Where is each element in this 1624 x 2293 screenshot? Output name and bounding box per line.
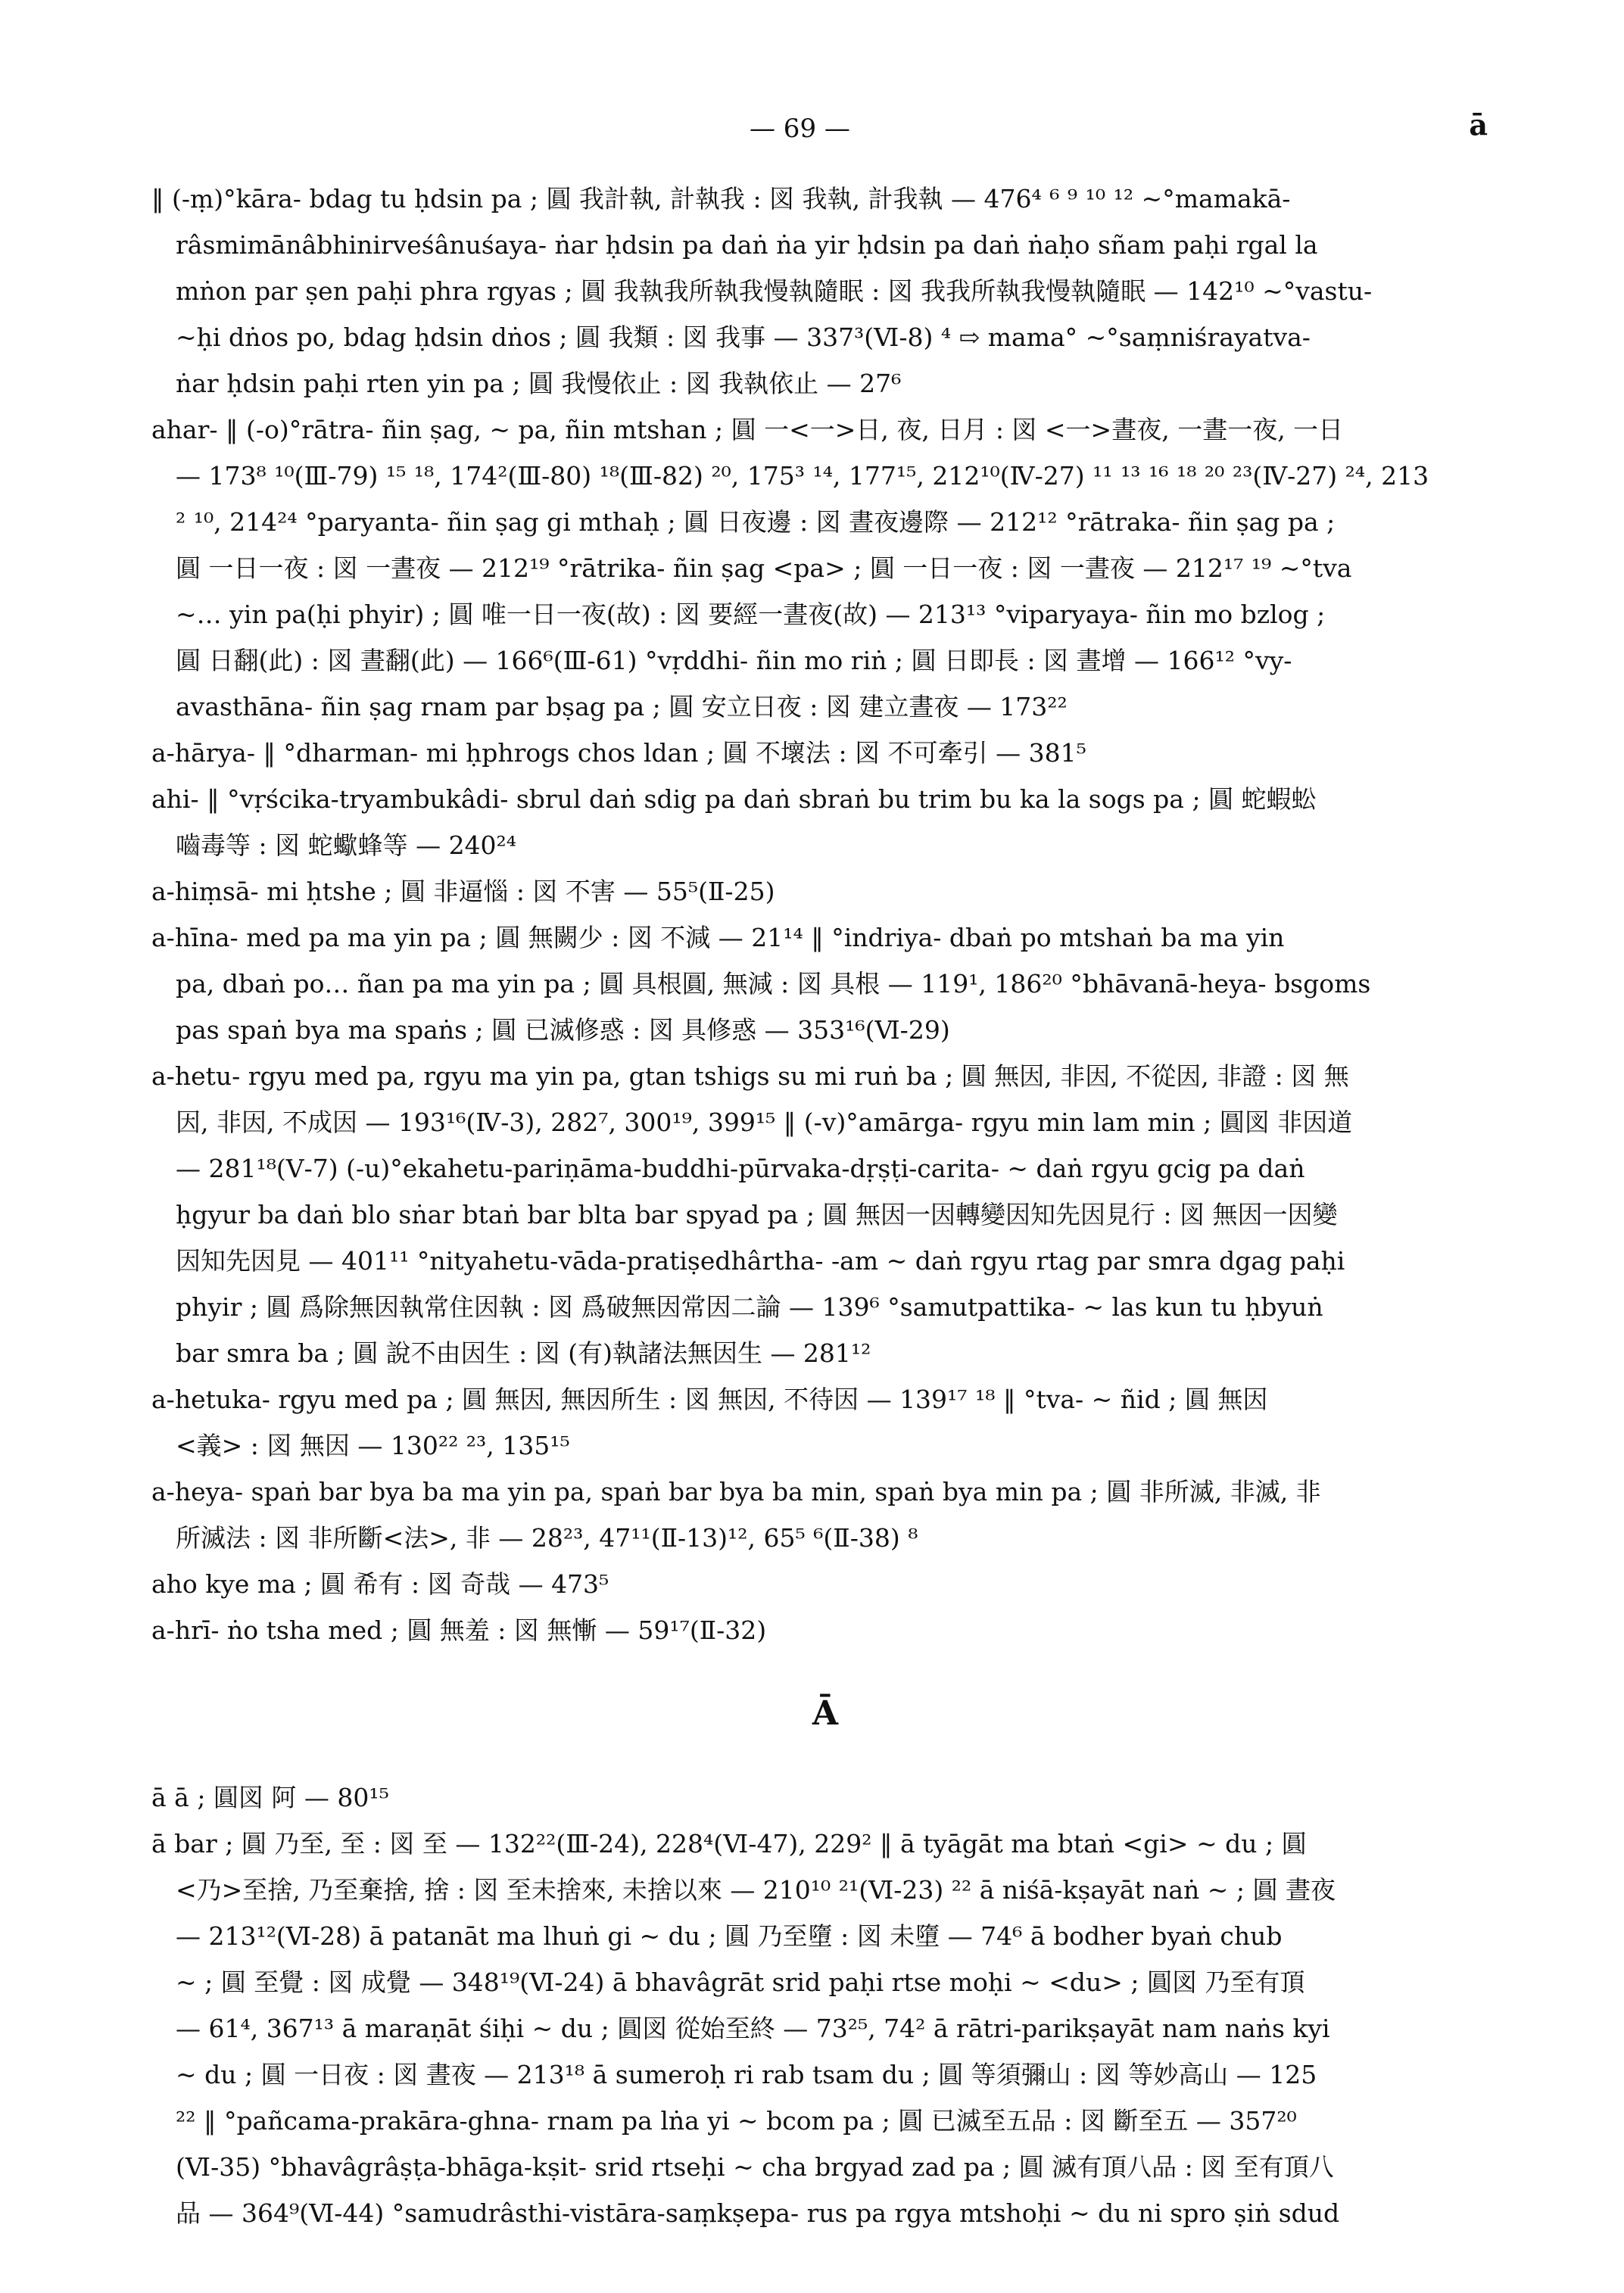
entries-aa (151, 1774, 1499, 2236)
entry-line: ahar- ‖ (-o)°rātra- ñin ṣag, ~ pa, ñin mtshan ; 圓 一<一>日, 夜, 日月 : 図 <一>晝夜, 一晝一夜, 一日 (151, 415, 1344, 444)
entry-line: a-hetuka- rgyu med pa ; 圓 無因, 無因所生 : 図 無因, 不待因 — 139¹⁷ ¹⁸ ‖ °tva- ~ ñid ; 圓 無因 (151, 1385, 1268, 1414)
entry-line: ḥgyur ba daṅ blo sṅar btaṅ bar blta bar spyad pa ; 圓 無因一因轉變因知先因見行 : 図 無因一因變 (176, 1200, 1338, 1229)
entry-line: <義> : 図 無因 — 130²² ²³, 135¹⁵ (176, 1431, 570, 1460)
entry-line: ~… yin pa(ḥi phyir) ; 圓 唯一日一夜(故) : 図 要經一晝夜(故) — 213¹³ °viparyaya- ñin mo bzlog ; (176, 600, 1326, 629)
entry-line: ‖ (-ṃ)°kāra- bdag tu ḥdsin pa ; 圓 我計執, 計執我 : 図 我執, 計我執 — 476⁴ ⁶ ⁹ ¹⁰ ¹² ~°mamakā- (151, 184, 1291, 213)
page-number: — 69 — (750, 114, 850, 144)
section-heading: Ā (812, 1694, 839, 1733)
entry-line: mṅon par ṣen paḥi phra rgyas ; 圓 我執我所執我慢執隨眠 : 図 我我所執我慢執隨眠 — 142¹⁰ ~°vastu- (176, 276, 1373, 306)
entry-line: pa, dbaṅ po… ñan pa ma yin pa ; 圓 具根圓, 無減 : 図 具根 — 119¹, 186²⁰ °bhāvanā-heya- bsgoms (176, 969, 1371, 999)
entry-line: — 281¹⁸(Ⅴ-7) (-u)°ekahetu-pariṇāma-buddhi-pūrvaka-dṛṣṭi-carita- ~ daṅ rgyu gcig pa daṅ (176, 1154, 1305, 1183)
entry-line: ā bar ; 圓 乃至, 至 : 図 至 — 132²²(Ⅲ-24), 228⁴(Ⅵ-47), 229² ‖ ā tyāgāt ma btaṅ <gi> ~ du ; 圓 (151, 1829, 1307, 1858)
entry-line: ~ du ; 圓 一日夜 : 図 晝夜 — 213¹⁸ ā sumeroḥ ri rab tsam du ; 圓 等須彌山 : 図 等妙高山 — 125 (176, 2060, 1317, 2089)
entry-line: ā ā ; 圓図 阿 — 80¹⁵ (151, 1783, 389, 1812)
entry-line: ṅar ḥdsin paḥi rten yin pa ; 圓 我慢依止 : 図 我執依止 — 27⁶ (176, 369, 902, 398)
entry-line: 圓 日翻(此) : 図 晝翻(此) — 166⁶(Ⅲ-61) °vṛddhi- ñin mo riṅ ; 圓 日即長 : 図 晝增 — 166¹² °vy- (176, 646, 1292, 675)
entry-line: pas spaṅ bya ma spaṅs ; 圓 已滅修惑 : 図 具修惑 — 353¹⁶(Ⅵ-29) (176, 1015, 950, 1045)
entry-line: 所滅法 : 図 非所斷<法>, 非 — 28²³, 47¹¹(Ⅱ-13)¹², 65⁵ ⁶(Ⅱ-38) ⁸ (176, 1523, 918, 1553)
entry-line: aho kye ma ; 圓 希有 : 図 奇哉 — 473⁵ (151, 1569, 609, 1599)
entry-line: ahi- ‖ °vṛścika-tryambukâdi- sbrul daṅ sdig pa daṅ sbraṅ bu trim bu ka la sogs pa ; 圓 蛇蝦蚣 (151, 784, 1317, 814)
entry-line: — 213¹²(Ⅵ-28) ā patanāt ma lhuṅ gi ~ du ; 圓 乃至墮 : 図 未墮 — 74⁶ ā bodher byaṅ chub (176, 1921, 1283, 1951)
entry-line: <乃>至捨, 乃至棄捨, 捨 : 図 至未捨來, 未捨以來 — 210¹⁰ ²¹(Ⅵ-23) ²² ā niśā-kṣayāt naṅ ~ ; 圓 晝夜 (176, 1875, 1336, 1905)
entry-line: a-hīna- med pa ma yin pa ; 圓 無闕少 : 図 不減 — 21¹⁴ ‖ °indriya- dbaṅ po mtshaṅ ba ma yin (151, 923, 1285, 952)
entry-line: 嚙毒等 : 図 蛇蠍蜂等 — 240²⁴ (176, 830, 517, 860)
entry-line: a-hetu- rgyu med pa, rgyu ma yin pa, gtan tshigs su mi ruṅ ba ; 圓 無因, 非因, 不從因, 非證 : 図 無 (151, 1061, 1349, 1091)
entry-line: ~ḥi dṅos po, bdag ḥdsin dṅos ; 圓 我類 : 図 我事 — 337³(Ⅵ-8) ⁴ ⇨ mama° ~°saṃniśrayatva- (176, 322, 1311, 352)
entry-line: 品 — 364⁹(Ⅵ-44) °samudrâsthi-vistāra-saṃkṣepa- rus pa rgya mtshoḥi ~ du ni spro ṣiṅ sdud (176, 2198, 1340, 2228)
entry-line: avasthāna- ñin ṣag rnam par bṣag pa ; 圓 安立日夜 : 図 建立晝夜 — 173²² (176, 692, 1068, 721)
entry-line: a-heya- spaṅ bar bya ba ma yin pa, spaṅ bar bya ba min, spaṅ bya min pa ; 圓 非所滅, 非滅, 非 (151, 1477, 1321, 1506)
dictionary-body (151, 176, 1499, 2236)
entry-line: phyir ; 圓 爲除無因執常住因執 : 図 爲破無因常因二論 — 139⁶ °samutpattika- ~ las kun tu ḥbyuṅ (176, 1292, 1323, 1322)
entry-line: a-hrī- ṅo tsha med ; 圓 無羞 : 図 無慚 — 59¹⁷(Ⅱ-32) (151, 1615, 767, 1645)
entry-line: 因知先因見 — 401¹¹ °nityahetu-vāda-pratiṣedhârtha- -am ~ daṅ rgyu rtag par smra dgag paḥi (176, 1246, 1345, 1276)
entry-line: a-hiṃsā- mi ḥtshe ; 圓 非逼惱 : 図 不害 — 55⁵(Ⅱ-25) (151, 877, 775, 906)
entry-line: — 173⁸ ¹⁰(Ⅲ-79) ¹⁵ ¹⁸, 174²(Ⅲ-80) ¹⁸(Ⅲ-82) ²⁰, 175³ ¹⁴, 177¹⁵, 212¹⁰(Ⅳ-27) ¹¹ ¹³ ¹⁶ ¹⁸ ²⁰ ²³(Ⅳ-27) ²⁴, 213 (176, 461, 1429, 491)
entries-a-ha (151, 176, 1499, 1653)
entry-line: ~ ; 圓 至覺 : 図 成覺 — 348¹⁹(Ⅵ-24) ā bhavâgrāt srid paḥi rtse moḥi ~ <du> ; 圓図 乃至有頂 (176, 1967, 1305, 1997)
entry-line: ²² ‖ °pañcama-prakāra-ghna- rnam pa lṅa yi ~ bcom pa ; 圓 已滅至五品 : 図 斷至五 — 357²⁰ (176, 2106, 1297, 2136)
entry-line: 因, 非因, 不成因 — 193¹⁶(Ⅳ-3), 282⁷, 300¹⁹, 399¹⁵ ‖ (-v)°amārga- rgyu min lam min ; 圓図 非因道 (176, 1108, 1353, 1137)
entry-line: — 61⁴, 367¹³ ā maraṇāt śiḥi ~ du ; 圓図 從始至終 — 73²⁵, 74² ā rātri-parikṣayāt nam naṅs kyi (176, 2014, 1330, 2043)
entry-line: bar smra ba ; 圓 說不由因生 : 図 (有)執諸法無因生 — 281¹² (176, 1338, 871, 1368)
entry-line: ² ¹⁰, 214²⁴ °paryanta- ñin ṣag gi mthaḥ ; 圓 日夜邊 : 図 晝夜邊際 — 212¹² °rātraka- ñin ṣag pa ; (176, 507, 1336, 537)
entry-line: râsmimānâbhinirveśânuśaya- ṅar ḥdsin pa daṅ ṅa yir ḥdsin pa daṅ ṅaḥo sñam paḥi rgal la (176, 230, 1318, 260)
entry-line: 圓 一日一夜 : 図 一晝夜 — 212¹⁹ °rātrika- ñin ṣag <pa> ; 圓 一日一夜 : 図 一晝夜 — 212¹⁷ ¹⁹ ~°tva (176, 553, 1352, 583)
entry-line: a-hārya- ‖ °dharman- mi ḥphrogs chos ldan ; 圓 不壞法 : 図 不可牽引 — 381⁵ (151, 738, 1086, 768)
entry-line: (Ⅵ-35) °bhavâgrâṣṭa-bhāga-kṣit- srid rtseḥi ~ cha brgyad zad pa ; 圓 滅有頂八品 : 図 至有頂八 (176, 2152, 1334, 2182)
running-letter: ā (1469, 107, 1488, 142)
page-header (0, 107, 1624, 159)
